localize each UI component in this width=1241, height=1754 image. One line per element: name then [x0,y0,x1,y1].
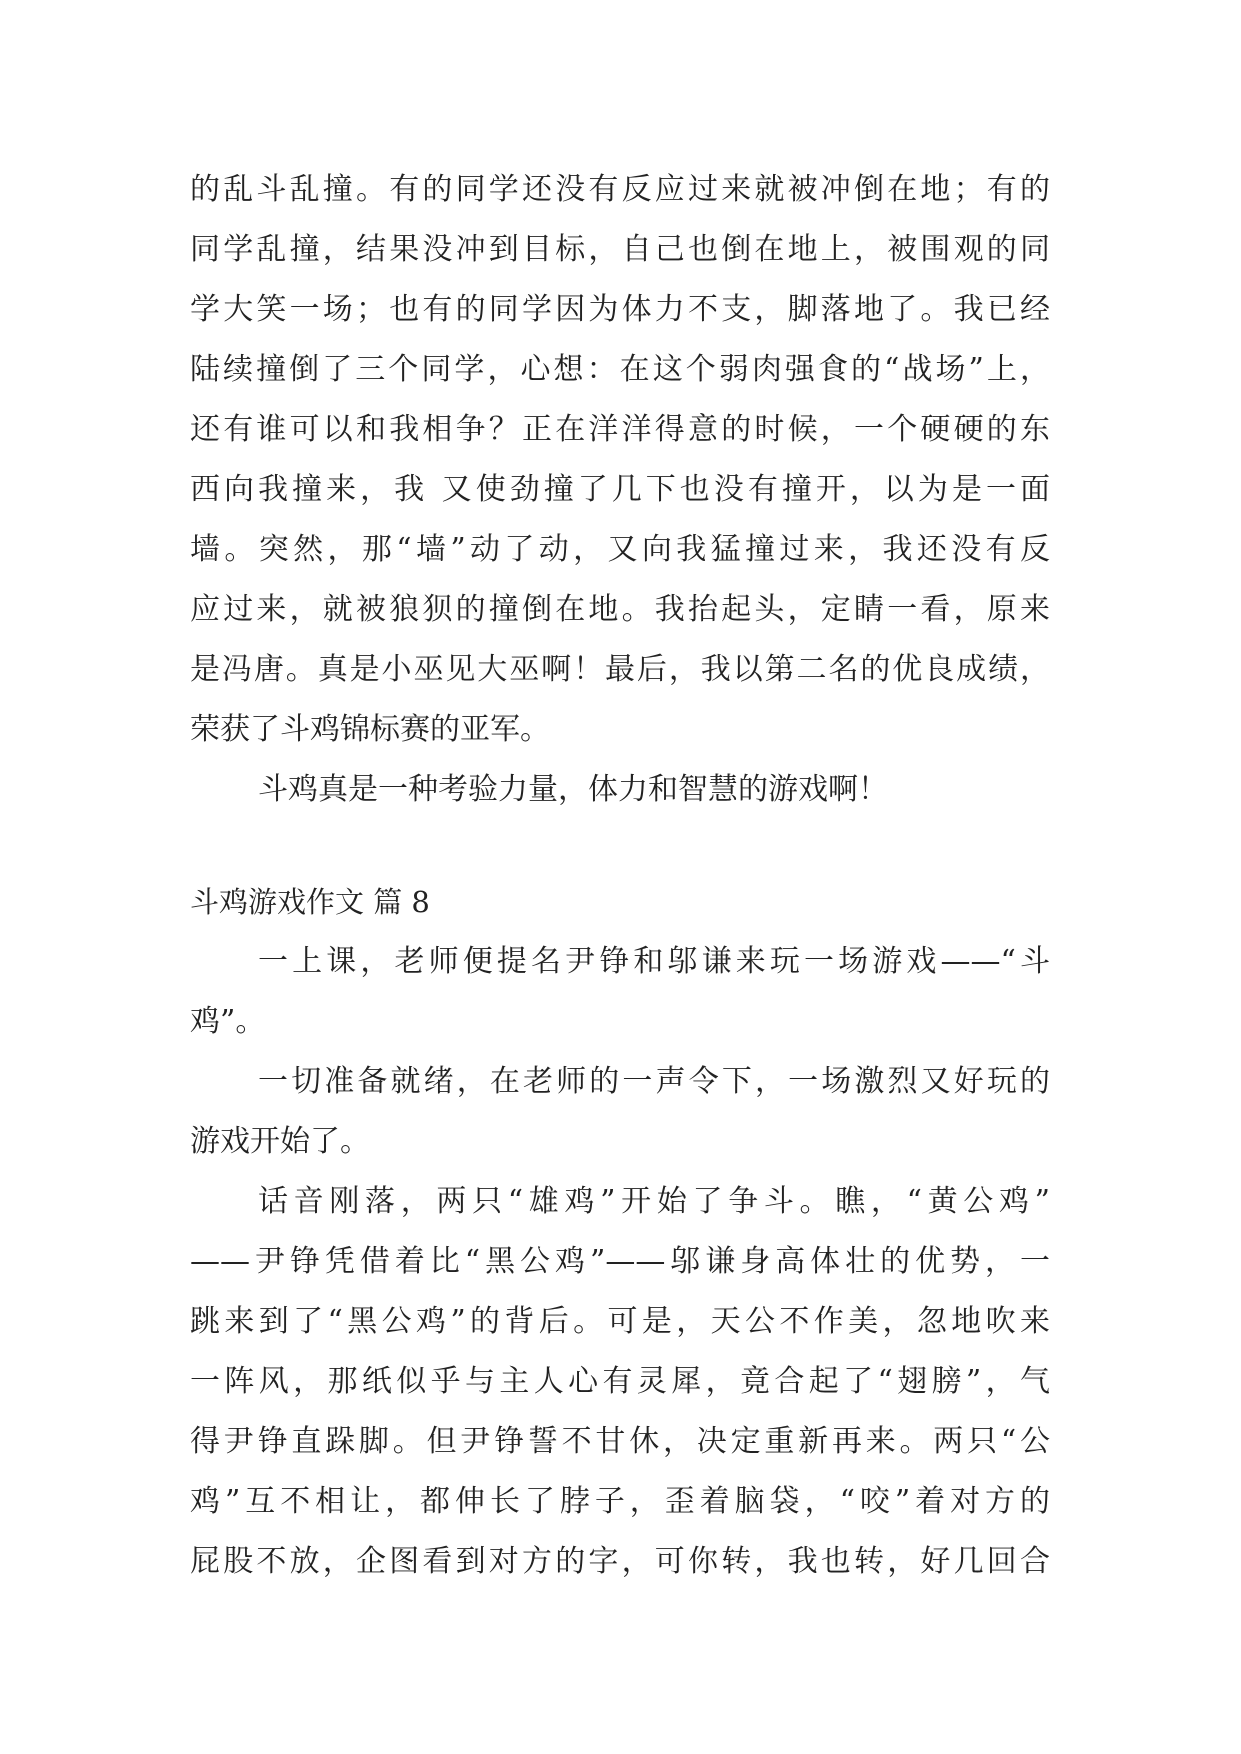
paragraph-battle [190,160,1050,760]
text-line: ——尹铮凭借着比“黑公鸡”——邬谦身高体壮的优势，一 [190,1244,1050,1279]
text-line: 游戏开始了。 [190,1124,370,1159]
text-line: 得尹铮直跺脚。但尹铮誓不甘休，决定重新再来。两只“公 [190,1424,1050,1459]
text-line: 鸡”。 [190,1004,266,1039]
text-line: 应过来，就被狼狈的撞倒在地。我抬起头，定睛一看，原来 [190,592,1050,627]
text-line: 屁股不放，企图看到对方的字，可你转，我也转，好几回合 [190,1544,1050,1579]
document-body [190,160,1050,1592]
text-line: 还有谁可以和我相争？正在洋洋得意的时候，一个硬硬的东 [190,412,1050,447]
paragraph-closing [190,760,1050,820]
text-line: 西向我撞来，我 又使劲撞了几下也没有撞开，以为是一面 [190,472,1050,507]
paragraph-intro [190,932,1050,1052]
text-line: 墙。突然，那“墙”动了动，又向我猛撞过来，我还没有反 [190,532,1050,567]
text-line: 学大笑一场；也有的同学因为体力不支，脚落地了。我已经 [190,292,1050,327]
text-line: 跳来到了“黑公鸡”的背后。可是，天公不作美，忽地吹来 [190,1304,1050,1339]
text-line: 是冯唐。真是小巫见大巫啊！最后，我以第二名的优良成绩， [190,652,1050,687]
text-line: 同学乱撞，结果没冲到目标，自己也倒在地上，被围观的同 [190,232,1050,267]
paragraph-ready [190,1052,1050,1172]
text-line: 陆续撞倒了三个同学，心想：在这个弱肉强食的“战场”上， [190,352,1050,387]
text-line: 斗鸡真是一种考验力量，体力和智慧的游戏啊！ [258,772,888,807]
text-line: 的乱斗乱撞。有的同学还没有反应过来就被冲倒在地；有的 [190,172,1050,207]
paragraph-fight [190,1172,1050,1592]
section-gap [190,820,1050,872]
text-line: 一上课，老师便提名尹铮和邬谦来玩一场游戏——“斗 [258,944,1050,979]
text-line: 话音刚落，两只“雄鸡”开始了争斗。瞧，“黄公鸡” [258,1184,1050,1219]
text-line: 鸡”互不相让，都伸长了脖子，歪着脑袋，“咬”着对方的 [190,1484,1050,1519]
section-title: 斗鸡游戏作文 篇 8 [190,885,430,919]
text-line: 荣获了斗鸡锦标赛的亚军。 [190,712,550,747]
text-line: 一切准备就绪，在老师的一声令下，一场激烈又好玩的 [258,1064,1050,1099]
text-line: 一阵风，那纸似乎与主人心有灵犀，竟合起了“翅膀”，气 [190,1364,1050,1399]
